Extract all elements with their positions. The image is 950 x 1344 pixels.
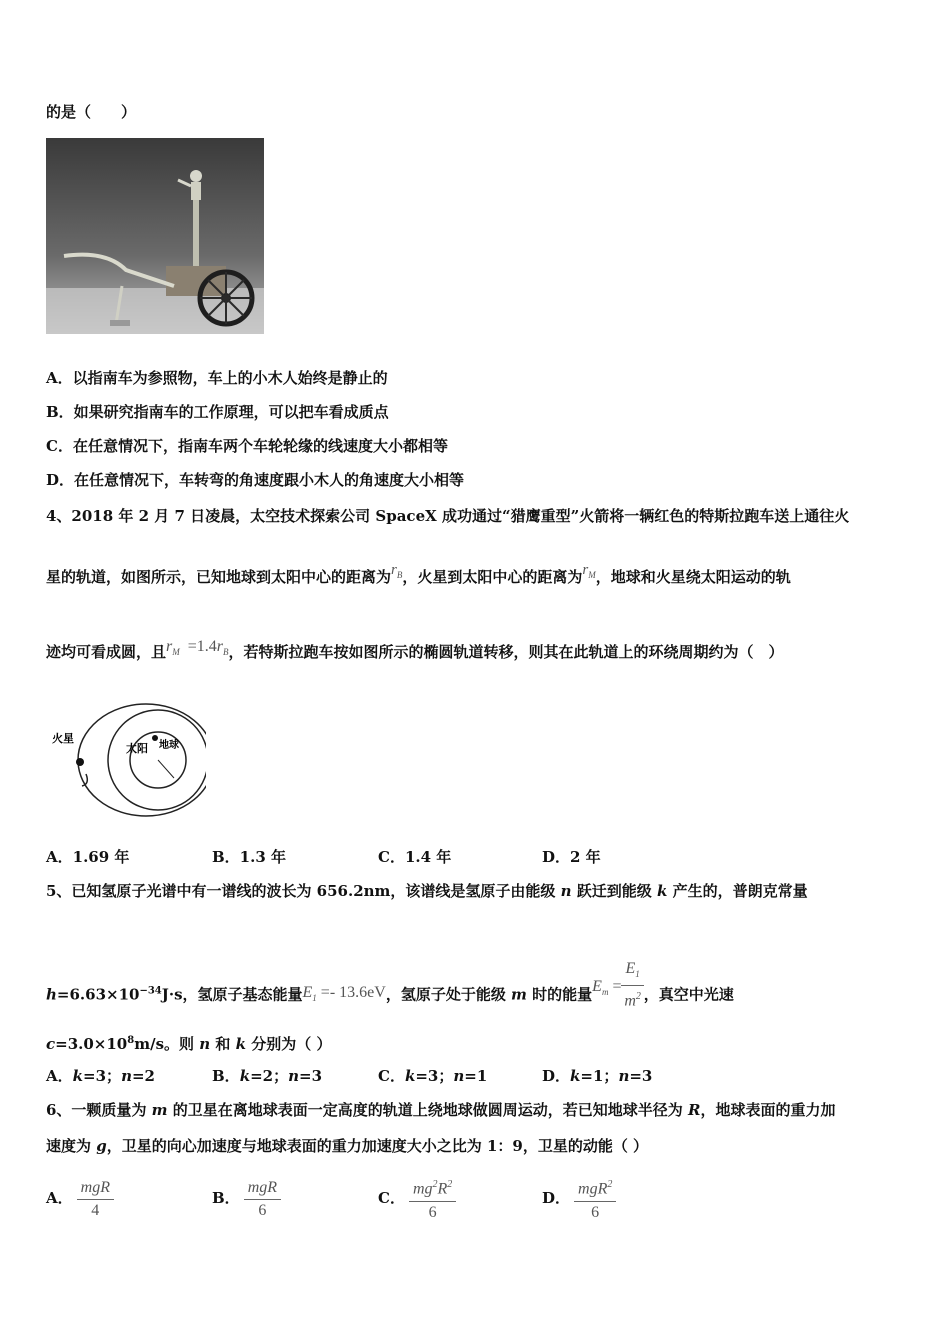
- q5-option-c: C．k=3；n=1: [378, 1067, 488, 1085]
- sun-label: 太阳: [126, 742, 148, 755]
- q4-option-c: C．1.4 年: [378, 848, 452, 866]
- q4-option-a: A．1.69 年: [46, 848, 130, 866]
- q6-option-c: C． $\frac{mg^2R^2}{6}$: [378, 1174, 456, 1224]
- q4-line-1: 4、2018 年 2 月 7 日凌晨，太空技术探索公司 SpaceX 成功通过“猎鹰重型”火箭将一辆红色的特斯拉跑车送上通往火: [46, 507, 850, 525]
- q6-option-a: A． $\frac{\text{mgR}}{4}$: [46, 1174, 114, 1222]
- q5-line-1: 5、已知氢原子光谱中有一谱线的波长为 656.2nm，该谱线是氢原子由能级 n 跃迁到能级 k 产生的，普朗克常量: [46, 882, 808, 900]
- q3-stem-tail: 的是（ ）: [46, 103, 137, 121]
- q3-option-b: B．如果研究指南车的工作原理，可以把车看成质点: [46, 403, 389, 421]
- q3-option-a: A．以指南车为参照物，车上的小木人始终是静止的: [46, 369, 388, 387]
- q6-line-2: 速度为 g，卫星的向心加速度与地球表面的重力加速度大小之比为 1：9，卫星的动能（ ）: [46, 1137, 649, 1155]
- q6-line-1: 6、一颗质量为 m 的卫星在离地球表面一定高度的轨道上绕地球做圆周运动，若已知地球半径为 R，地球表面的重力加: [46, 1101, 836, 1119]
- q5-option-b: B．k=2；n=3: [212, 1067, 323, 1085]
- q3-option-c: C．在任意情况下，指南车两个车轮轮缘的线速度大小都相等: [46, 437, 448, 455]
- orbit-diagram: [46, 700, 206, 818]
- mars-label: 火星: [52, 732, 74, 745]
- q5-line-2: $h=6.63\times 10^{-34}J\cdot s$，氢原子基态能量$E_1 =- 13.6eV$，氢原子处于能级 m 时的能量$E_m$ = $\frac{E_1}{m^2}$ ，真空中光速: [46, 960, 734, 1010]
- q5-option-d: D．k=1；n=3: [542, 1067, 653, 1085]
- q4-line-3: 迹均可看成圆，且$r_M =1.4r_B$，若特斯拉跑车按如图所示的椭圆轨道转移，则其在此轨道上的环绕周期约为（ ）: [46, 638, 784, 661]
- south-pointing-chariot-photo: [46, 138, 264, 334]
- q3-option-d: D．在任意情况下，车转弯的角速度跟小木人的角速度大小相等: [46, 471, 465, 489]
- q5-option-a: A．k=3；n=2: [46, 1067, 155, 1085]
- q6-option-b: B． $\frac{\text{mgR}}{6}$: [212, 1174, 281, 1222]
- q4-line-2: 星的轨道，如图所示，已知地球到太阳中心的距离为$r_B$，火星到太阳中心的距离为$r_M$，地球和火星绕太阳运动的轨: [46, 562, 791, 586]
- q4-option-b: B．1.3 年: [212, 848, 286, 866]
- q5-line-3: $c=3.0\times 10^8m/s$。则 n 和 k 分别为（ ）: [46, 1035, 332, 1053]
- earth-label: 地球: [159, 740, 179, 751]
- q4-option-d: D．2 年: [542, 848, 601, 866]
- q6-option-d: D． $\frac{mgR^2}{6}$: [542, 1174, 616, 1224]
